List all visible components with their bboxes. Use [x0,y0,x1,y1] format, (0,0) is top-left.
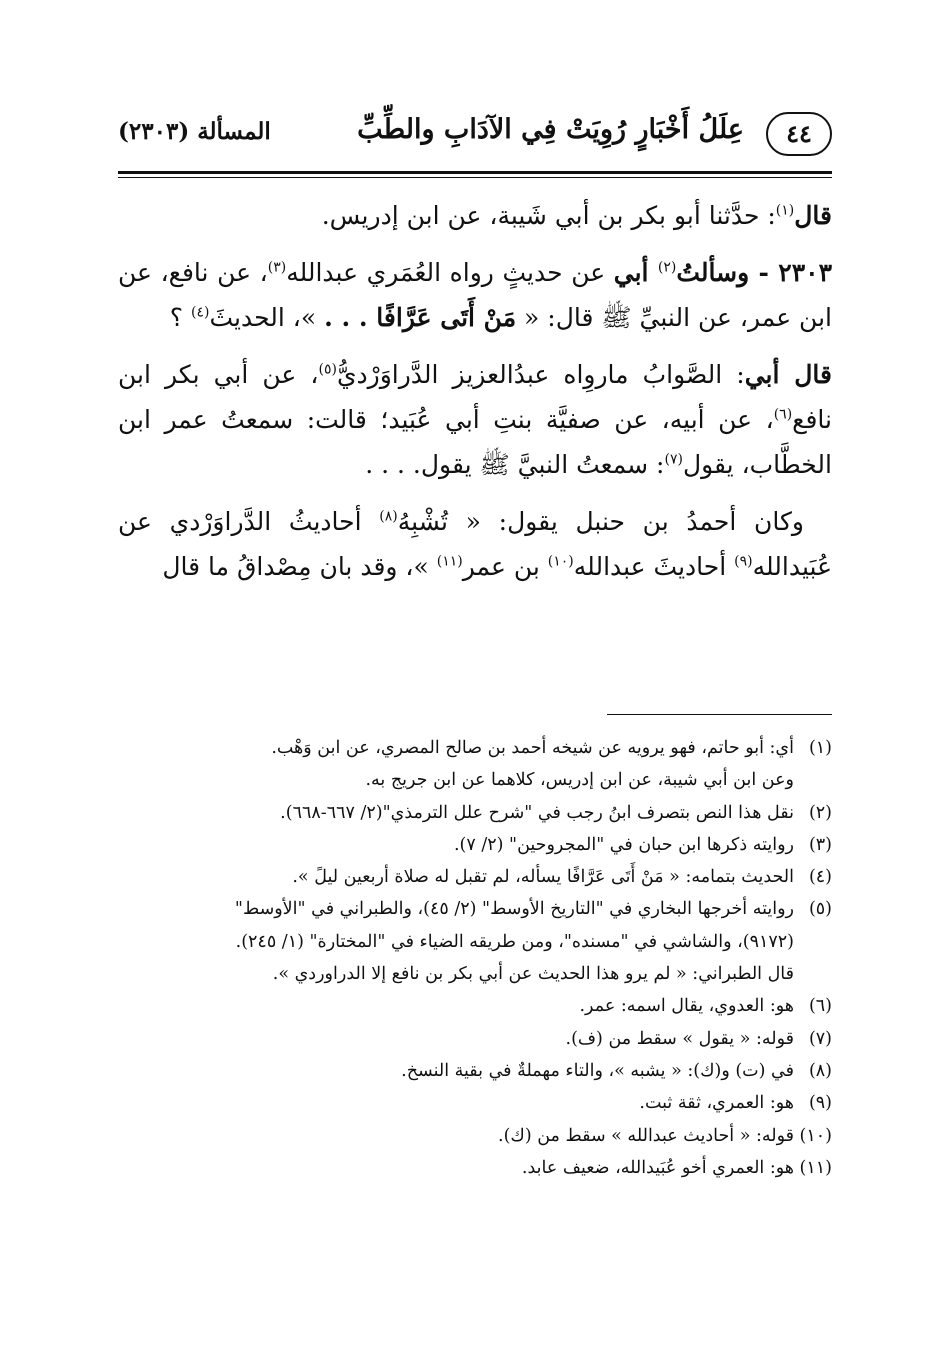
p3-label: قال أبي [744,360,832,389]
footnote-ref-3[interactable]: (٣) [267,259,287,276]
header-rule-thick [118,171,832,174]
p2-text2: ، عن نافع، عن ابن عمر، عن النبيِّ ﷺ قال: « [118,258,832,332]
p4-text5: »، وقد بان مِصْداقُ ما قال [162,552,437,581]
footnote-ref-6[interactable]: (٦) [773,406,793,423]
footnote-line: وعن ابن أبي شيبة، عن ابن إدريس، كلاهما عن ابن جريج به. [365,770,794,791]
footnote-number: (٦) [808,996,832,1017]
footnote-ref-1[interactable]: (١) [775,202,795,219]
footnote-item [118,1152,832,1184]
footnote-line: هو: العدوي، يقال اسمه: عمر. [579,996,794,1017]
footnote-number: (٨) [808,1060,832,1081]
paragraph-3 [118,352,832,487]
footnote-text [118,797,794,829]
p2-lead: ٢٣٠٣ - وسألتُ [676,258,833,287]
footnotes [118,732,832,1184]
footnote-line: قوله: « يقول » سقط من (ف). [565,1028,794,1049]
footnote-line: قوله: « أحاديث عبدالله » سقط من (ك). [498,1125,794,1146]
footnote-number: (٩) [808,1093,832,1114]
footnote-text [118,893,794,990]
footnote-number: (٤) [808,867,832,888]
issue-label: المسألة (٢٣٠٣) [118,118,271,145]
footnote-item [118,1087,832,1119]
footnote-line: روايته ذكرها ابن حبان في "المجروحين" (٢/ ٧). [453,834,794,855]
main-text [118,193,832,601]
footnote-item [118,829,832,861]
footnote-text [118,990,794,1022]
footnote-item [118,732,832,797]
footnote-ref-2[interactable]: (٢) [657,259,677,276]
footnote-item [118,1055,832,1087]
p3-text3: ، عن أبيه، عن صفيَّة بنتِ أبي عُبَيد؛ قالت: سمعتُ عمر ابن الخطَّاب، يقول [118,405,832,479]
footnote-ref-4[interactable]: (٤) [191,304,210,321]
footnote-number: (١١) [799,1157,832,1178]
footnote-ref-7[interactable]: (٧) [664,451,683,468]
p4-text2: أحاديثُ الدَّراوَرْدي عن عُبَيدالله [118,507,832,581]
footnote-line: قال الطبراني: « لم يرو هذا الحديث عن أبي بكر بن نافع إلا الدراوردي ». [272,964,794,985]
footnote-item [118,861,832,893]
paragraph-4 [118,499,832,589]
footnote-text [118,1055,794,1087]
footnote-line: نقل هذا النص بتصرف ابنُ رجب في "شرح علل الترمذي"(٢/ ٦٦٧-٦٦٨). [280,802,794,823]
footnote-text [118,1152,794,1184]
footnote-text [118,861,794,893]
footnote-line: روايته أخرجها البخاري في "التاريخ الأوسط" (٢/ ٤٥)، والطبراني في "الأوسط" [234,899,794,920]
footnote-line: هو: العمري أخو عُبَيدالله، ضعيف عابد. [521,1157,794,1178]
p1-text: : حدَّثنا أبو بكر بن أبي شَيبة، عن ابن إدريس. [321,201,776,230]
footnote-item [118,893,832,990]
p3-text1: : الصَّوابُ ماروِاه عبدُالعزيز الدَّراوَرْديُّ [336,360,745,389]
p4-text3: أحاديثَ عبدالله [573,552,735,581]
footnote-line: في (ت) و(ك): « يشبه »، والتاء مهملةٌ في بقية النسخ. [401,1060,794,1081]
footnote-ref-9[interactable]: (٩) [734,553,753,570]
footnote-text [118,1023,794,1055]
p4-text1: وكان أحمدُ بن حنبل يقول: « تُشْبِهُ [397,507,804,536]
footnote-number: (٣) [808,834,832,855]
footnote-item [118,990,832,1022]
p4-text4: بن عمر [462,552,548,581]
p3-text4: : سمعتُ النبيَّ ﷺ يقول. . . . [365,450,665,479]
p2-text4: ؟ [169,303,192,332]
footnote-item [118,1120,832,1152]
footnote-ref-5[interactable]: (٥) [318,361,337,378]
footnote-text [118,732,794,797]
p2-quote: مَنْ أَتَى عَرَّافًا . . . [324,303,517,332]
footnote-number: (٥) [808,899,832,920]
footnote-item [118,797,832,829]
footnote-text [118,829,794,861]
footnote-line: (٩١٧٢)، والشاشي في "مسنده"، ومن طريقه الضياء في "المختارة" (١/ ٢٤٥). [235,931,794,952]
footnote-text [118,1120,794,1152]
p2-text3: »، الحديثَ [209,303,325,332]
p1-label: قال [794,201,832,230]
footnote-separator [607,714,832,715]
footnote-number: (١٠) [799,1125,832,1146]
page-header [118,108,832,168]
p2-text1: عن حديثٍ رواه العُمَري عبدالله [286,258,614,287]
footnote-text [118,1087,794,1119]
footnote-ref-10[interactable]: (١٠) [547,553,574,570]
footnote-number: (٢) [808,802,832,823]
footnote-ref-11[interactable]: (١١) [436,553,463,570]
running-title: عِلَلُ أَخْبَارٍ رُوِيَتْ فِي الآدَابِ والطِّبِّ [357,114,744,145]
footnote-line: أي: أبو حاتم، فهو يرويه عن شيخه أحمد بن صالح المصري، عن ابن وَهْب. [271,738,794,758]
p3-text2: ، عن أبي بكر ابن نافع [118,360,832,434]
page-number: ٤٤ [766,112,832,156]
footnote-number: (٧) [808,1028,832,1049]
footnote-line: الحديث بتمامه: « مَنْ أَتَى عَرَّافًا يسأله، لم تقبل له صلاة أربعين ليلً ». [292,867,794,888]
p2-lead2: أبي [613,258,658,287]
footnote-number: (١) [808,738,832,758]
header-rule-thin [118,177,832,178]
footnote-item [118,1023,832,1055]
footnote-line: هو: العمري، ثقة ثبت. [639,1093,794,1114]
footnote-ref-8[interactable]: (٨) [379,508,398,525]
paragraph-2 [118,250,832,340]
paragraph-1 [118,193,832,238]
